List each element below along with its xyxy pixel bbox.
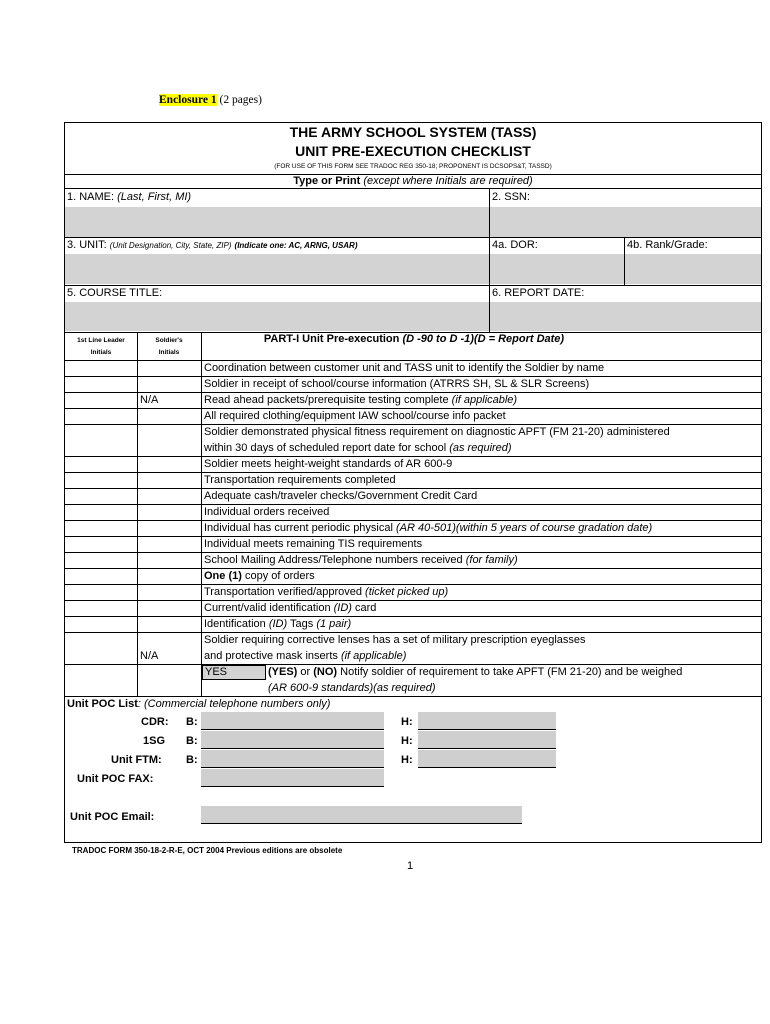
apft-yes-no-select[interactable]: YES	[202, 665, 266, 680]
part1-title	[201, 333, 627, 345]
type-or-print: Type or Print	[293, 175, 361, 187]
name-hint: (Last, First, MI)	[117, 191, 192, 203]
checklist-form	[64, 122, 762, 843]
poc-fax-field[interactable]	[201, 769, 384, 787]
item-cash: Adequate cash/traveler checks/Government Credit Card	[204, 490, 478, 502]
item-read-ahead-note: (if applicable)	[451, 394, 518, 406]
poc-list-title-note: : (Commercial telephone numbers only)	[137, 698, 331, 710]
leader-initials-header	[65, 335, 137, 359]
ssn-field[interactable]	[490, 207, 761, 237]
item-transport-verified-note: (ticket picked up)	[365, 586, 449, 598]
item-transportation: Transportation requirements completed	[204, 474, 396, 486]
course-title-label: 5. COURSE TITLE:	[67, 287, 163, 299]
poc-email-label: Unit POC Email:	[70, 811, 155, 823]
1sg-business-field[interactable]	[201, 731, 384, 749]
item-apft-line2-note: (as required)	[449, 442, 512, 454]
poc-list-title	[67, 698, 330, 710]
item-physical-note: (AR 40-501)(within 5 years of course gradation date)	[396, 522, 653, 534]
item-apft-notify-or: or	[300, 666, 311, 678]
item-read-ahead	[204, 394, 517, 406]
item-id-tags-abbr: (ID)	[268, 618, 288, 630]
page-number: 1	[407, 860, 414, 872]
poc-list-title-text: Unit POC List	[67, 698, 138, 710]
item-apft-notify-no: (NO)	[313, 666, 338, 678]
item-apft-line1: Soldier demonstrated physical fitness requirement on diagnostic APFT (FM 21-20) administered	[204, 426, 670, 438]
item-mailing-note: (for family)	[465, 554, 518, 566]
soldier-initials-header	[137, 335, 201, 359]
dor-label: 4a. DOR:	[492, 239, 538, 251]
item-id-card	[204, 602, 376, 614]
form-usage-note: (FOR USE OF THIS FORM SEE TRADOC REG 350-18; PROPONENT IS DCSOPS&T, TASSD)	[274, 163, 552, 170]
unit-label-text: 3. UNIT:	[67, 239, 107, 251]
poc-fax-label: Unit POC FAX:	[77, 773, 154, 785]
cdr-b-label: B:	[186, 716, 198, 728]
item-id-card-text: Current/valid identification	[204, 602, 331, 614]
item-clothing: All required clothing/equipment IAW school/course info packet	[204, 410, 506, 422]
form-footer: TRADOC FORM 350-18-2-R-E, OCT 2004 Previous editions are obsolete	[72, 846, 343, 855]
type-or-print-note: (except where Initials are required)	[363, 175, 533, 187]
item-read-ahead-text: Read ahead packets/prerequisite testing complete	[204, 394, 449, 406]
item-coordination: Coordination between customer unit and TASS unit to identify the Soldier by name	[204, 362, 605, 374]
item-eyeglasses-line2	[204, 650, 406, 662]
unit-hint: (Unit Designation, City, State, ZIP)	[109, 241, 232, 250]
unit-component-hint: (Indicate one: AC, ARNG, USAR)	[234, 241, 358, 250]
leader-initials-column[interactable]	[65, 360, 137, 696]
report-date-field[interactable]	[490, 302, 761, 331]
ftm-home-field[interactable]	[418, 750, 556, 768]
item-orders: Individual orders received	[204, 506, 330, 518]
enclosure-title: Enclosure 1	[159, 94, 217, 106]
item-eyeglasses-line2-note: (if applicable)	[340, 650, 407, 662]
item-eyeglasses-line1: Soldier requiring corrective lenses has a set of military prescription eyeglasses	[204, 634, 586, 646]
poc-email-field[interactable]	[201, 806, 522, 824]
item-apft-notify-text: Notify soldier of requirement to take APFT (FM 21-20) and be weighed	[340, 666, 683, 678]
name-label	[67, 191, 191, 203]
cdr-label: CDR:	[141, 716, 169, 728]
item-mailing	[204, 554, 518, 566]
item-physical	[204, 522, 652, 534]
rank-label: 4b. Rank/Grade:	[627, 239, 708, 251]
item-tis: Individual meets remaining TIS requirements	[204, 538, 423, 550]
unit-label	[67, 239, 358, 251]
item-transport-verified-text: Transportation verified/approved	[204, 586, 362, 598]
item-apft-notify	[268, 666, 682, 678]
name-field[interactable]	[65, 207, 489, 237]
item-height-weight: Soldier meets height-weight standards of AR 600-9	[204, 458, 453, 470]
item-apft-line2-text: within 30 days of scheduled report date for school	[204, 442, 447, 454]
report-date-label: 6. REPORT DATE:	[492, 287, 585, 299]
item-course-info: Soldier in receipt of school/course information (ATRRS SH, SL & SLR Screens)	[204, 378, 590, 390]
item-id-tags	[204, 618, 351, 630]
ftm-h-label: H:	[401, 754, 413, 766]
rank-field[interactable]	[625, 254, 761, 284]
part1-title-text: PART-I Unit Pre-execution	[263, 333, 400, 345]
item-eyeglasses-na: N/A	[140, 650, 159, 662]
item-eyeglasses-line2-text: and protective mask inserts	[204, 650, 338, 662]
dor-field[interactable]	[490, 254, 624, 284]
item-copy-orders-count: One (1)	[204, 570, 242, 582]
cdr-home-field[interactable]	[418, 712, 556, 730]
leader-initials-header-l2: Initials	[90, 349, 112, 356]
leader-initials-header-l1: 1st Line Leader	[77, 337, 125, 344]
cdr-h-label: H:	[401, 716, 413, 728]
soldier-initials-header-l1: Soldier's	[155, 337, 183, 344]
item-apft-line2	[204, 442, 512, 454]
soldier-initials-column[interactable]	[138, 360, 201, 696]
form-title-2: UNIT PRE-EXECUTION CHECKLIST	[295, 143, 531, 159]
ssn-label: 2. SSN:	[492, 191, 530, 203]
item-copy-orders-text: copy of orders	[244, 570, 315, 582]
item-id-tags-suffix: Tags	[290, 618, 314, 630]
form-title-1: THE ARMY SCHOOL SYSTEM (TASS)	[289, 124, 537, 140]
ftm-label: Unit FTM:	[111, 754, 162, 766]
item-mailing-text: School Mailing Address/Telephone numbers received	[204, 554, 463, 566]
item-read-ahead-na: N/A	[140, 394, 159, 406]
item-id-tags-note: (1 pair)	[316, 618, 352, 630]
item-apft-notify-yes: (YES)	[268, 666, 298, 678]
ftm-business-field[interactable]	[201, 750, 384, 768]
unit-field[interactable]	[65, 254, 489, 284]
type-or-print-line	[65, 175, 761, 187]
1sg-h-label: H:	[401, 735, 413, 747]
1sg-home-field[interactable]	[418, 731, 556, 749]
ftm-b-label: B:	[186, 754, 198, 766]
cdr-business-field[interactable]	[201, 712, 384, 730]
1sg-label: 1SG	[143, 735, 166, 747]
enclosure-label	[159, 94, 262, 106]
item-apft-notify-note: (AR 600-9 standards)(as required)	[268, 682, 436, 694]
enclosure-pages: (2 pages)	[219, 94, 262, 106]
course-title-field[interactable]	[65, 302, 489, 331]
item-id-tags-text: Identification	[204, 618, 266, 630]
item-transport-verified	[204, 586, 448, 598]
1sg-b-label: B:	[186, 735, 198, 747]
soldier-initials-header-l2: Initials	[158, 349, 180, 356]
item-copy-orders	[204, 570, 315, 582]
name-label-text: 1. NAME:	[67, 191, 115, 203]
part1-title-range: (D -90 to D -1)(D = Report Date)	[402, 333, 565, 345]
item-id-card-suffix: card	[355, 602, 377, 614]
item-physical-text: Individual has current periodic physical	[204, 522, 393, 534]
item-id-card-abbr: (ID)	[333, 602, 352, 614]
